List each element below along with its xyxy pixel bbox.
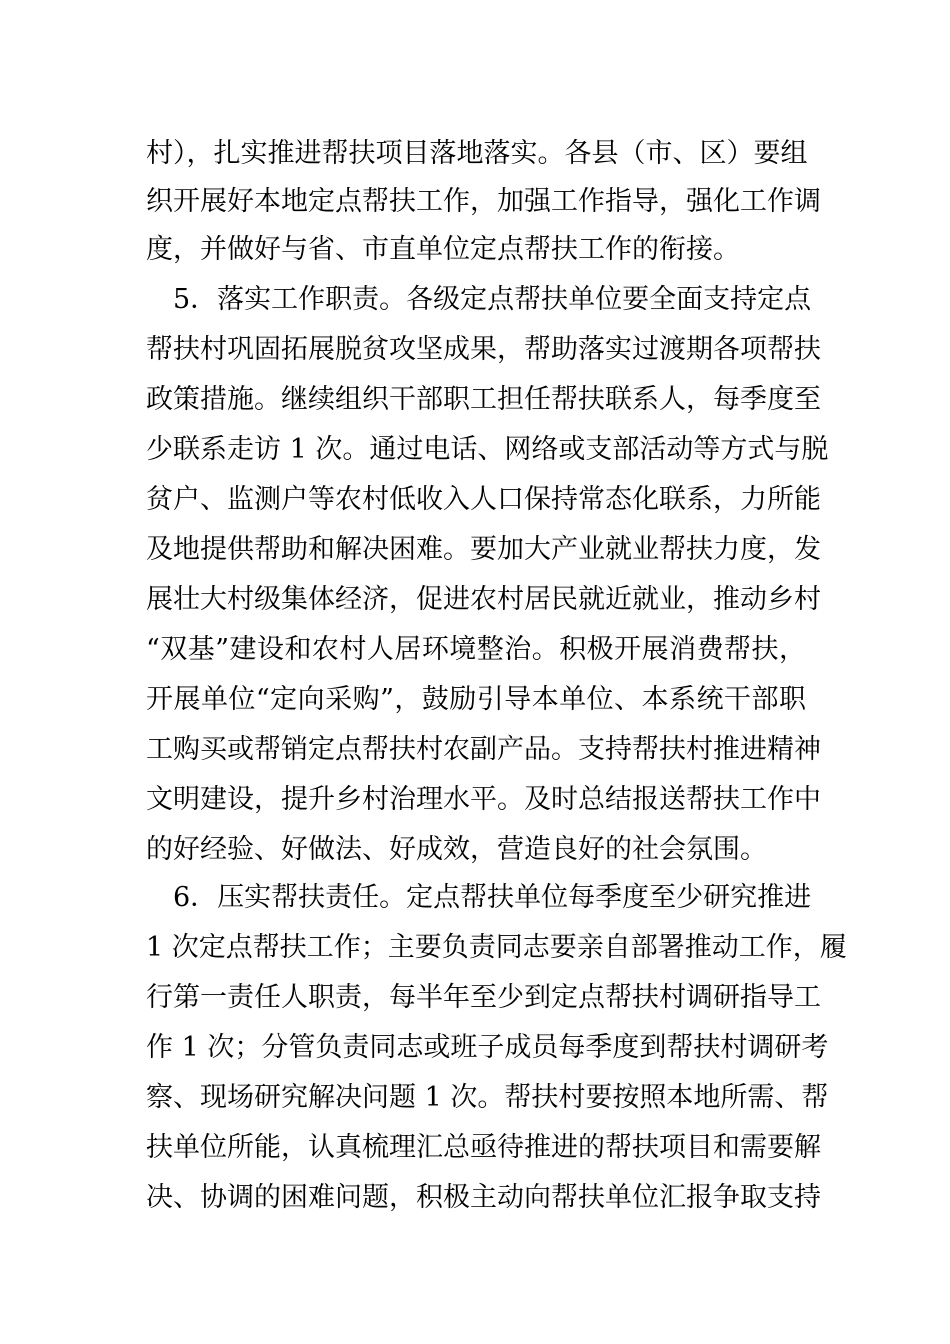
text-line: 织开展好本地定点帮扶工作，加强工作指导，强化工作调	[146, 186, 821, 217]
text-line: 展壮大村级集体经济，促进农村居民就近就业，推动乡村	[146, 584, 821, 615]
text-line: 决、协调的困难问题，积极主动向帮扶单位汇报争取支持	[146, 1182, 821, 1213]
text-line: 少联系走访 1 次。通过电话、网络或支部活动等方式与脱	[146, 434, 829, 465]
paragraph-5-heading-line: 5．落实工作职责。各级定点帮扶单位要全面支持定点	[146, 284, 812, 315]
text-line: 贫户、监测户等农村低收入人口保持常态化联系，力所能	[146, 484, 821, 515]
text-line: 文明建设，提升乡村治理水平。及时总结报送帮扶工作中	[146, 784, 821, 815]
text-line: 度，并做好与省、市直单位定点帮扶工作的衔接。	[146, 234, 740, 265]
text-line: 帮扶村巩固拓展脱贫攻坚成果，帮助落实过渡期各项帮扶	[146, 334, 821, 365]
text-line: 察、现场研究解决问题 1 次。帮扶村要按照本地所需、帮	[146, 1082, 829, 1113]
text-line: 作 1 次；分管负责同志或班子成员每季度到帮扶村调研考	[146, 1032, 829, 1063]
text-line: 村），扎实推进帮扶项目落地落实。各县（市、区）要组	[146, 138, 808, 169]
text-line: 开展单位“定向采购”，鼓励引导本单位、本系统干部职	[146, 684, 806, 715]
text-line: “双基”建设和农村人居环境整治。积极开展消费帮扶，	[146, 634, 806, 665]
text-line: 1 次定点帮扶工作；主要负责同志要亲自部署推动工作，履	[146, 932, 847, 963]
text-line: 工购买或帮销定点帮扶村农副产品。支持帮扶村推进精神	[146, 734, 821, 765]
text-line: 的好经验、好做法、好成效，营造良好的社会氛围。	[146, 834, 767, 865]
text-line: 政策措施。继续组织干部职工担任帮扶联系人，每季度至	[146, 384, 821, 415]
paragraph-6-heading-line: 6．压实帮扶责任。定点帮扶单位每季度至少研究推进	[146, 882, 812, 913]
text-line: 及地提供帮助和解决困难。要加大产业就业帮扶力度，发	[146, 534, 821, 565]
text-line: 扶单位所能，认真梳理汇总亟待推进的帮扶项目和需要解	[146, 1132, 821, 1163]
text-line: 行第一责任人职责，每半年至少到定点帮扶村调研指导工	[146, 982, 821, 1013]
